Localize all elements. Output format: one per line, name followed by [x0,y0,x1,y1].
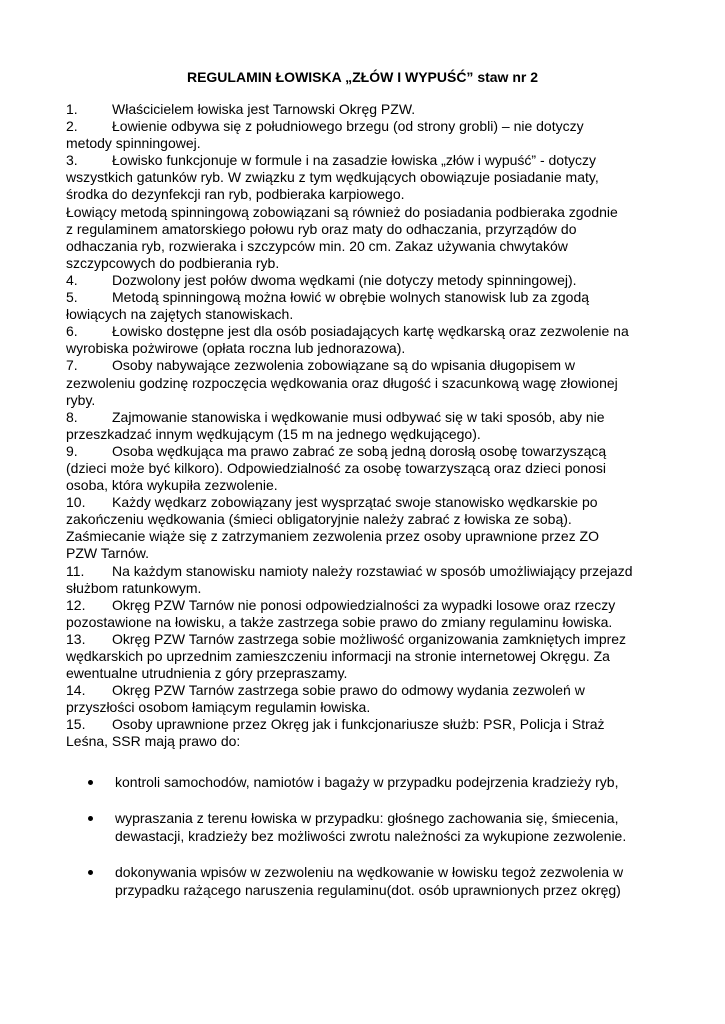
regulation-number: 13. [66,630,86,647]
regulation-line [66,494,666,511]
regulation-line [66,563,666,580]
regulation-text: metody spinningowej. [66,135,201,152]
bullet-text: dewastacji, kradzieży bez możliwości zwrotu należności za wykupione zezwolenie. [115,828,627,844]
regulation-text: wyrobiska pożwirowe (opłata roczna lub jednorazowa). [66,340,406,357]
regulation-line [66,699,666,716]
regulation-text: przeszkadzać innym wędkującym (15 m na jednego wędkującego). [66,425,481,442]
regulation-text: łowiących na zajętych stanowiskach. [66,306,294,323]
bullet-text: dokonywania wpisów w zezwoleniu na wędkowanie w łowisku tegoż zezwolenia w [115,864,624,880]
regulation-text: Dozwolony jest połów dwoma wędkami (nie dotyczy metody spinningowej). [112,271,577,288]
regulation-line [66,357,666,374]
regulation-line [66,443,666,460]
regulation-text: Właścicielem łowiska jest Tarnowski Okręg PZW. [112,101,416,117]
regulation-line [66,238,666,255]
regulation-line [66,152,666,169]
regulation-number: 8. [66,408,78,425]
regulation-text: Każdy wędkarz zobowiązany jest wysprzątać swoje stanowisko wędkarskie po [112,494,598,511]
regulation-number: 7. [66,357,78,374]
regulation-line [66,614,666,631]
regulation-text: odhaczania ryb, rozwieraka i szczypców min. 20 cm. Zakaz używania chwytaków [66,237,568,254]
regulation-text: osoba, która wykupiła zezwolenie. [66,477,278,494]
regulation-number: 10. [66,494,86,511]
regulation-text: służbom ratunkowym. [66,579,202,596]
bullet-dot-icon [88,780,93,785]
regulation-text: Łowisko dostępne jest dla osób posiadających kartę wędkarską oraz zezwolenie na [112,323,629,340]
regulation-line [66,255,666,272]
regulation-line [66,460,666,477]
regulation-line [66,375,666,392]
regulation-line [66,118,666,135]
regulation-line [66,135,666,152]
regulation-text: ewentualne utrudnienia z góry przepraszamy. [66,665,348,682]
regulation-line [66,631,666,648]
regulation-line [66,392,666,409]
regulation-text: Okręg PZW Tarnów zastrzega sobie możliwość organizowania zamkniętych imprez [112,630,627,647]
regulation-line [66,511,666,528]
bullet-dot-icon [88,816,93,821]
regulation-line [66,716,666,733]
regulation-line [66,682,666,699]
regulation-text: Łowiący metodą spinningową zobowiązani są również do posiadania podbieraka zgodnie [66,203,618,220]
regulation-line [66,221,666,238]
regulation-line [66,545,666,562]
regulation-text: wszystkich gatunków ryb. W związku z tym wędkujących obowiązuje posiadanie maty, [66,169,599,186]
regulation-line [66,186,666,203]
regulation-text: PZW Tarnów. [66,545,149,562]
regulation-text: Zajmowanie stanowiska i wędkowanie musi odbywać się w taki sposób, aby nie [112,408,605,425]
regulation-line [66,204,666,221]
regulation-line [66,733,666,750]
rights-bullet-list [84,773,674,917]
regulation-text: Leśna, SSR mają prawo do: [66,733,241,750]
regulation-line [66,597,666,614]
regulation-number: 2. [66,118,78,135]
regulation-text: Osoby nabywające zezwolenia zobowiązane są do wpisania długopisem w [112,357,576,374]
regulation-text: pozostawione na łowisku, a także zastrzega sobie prawo do zmiany regulaminu łowiska. [66,613,613,630]
regulation-text: Łowisko funkcjonuje w formule i na zasadzie łowiska „złów i wypuść” - dotyczy [112,152,596,169]
regulation-text: szczypcowych do podbierania ryb. [66,254,280,271]
regulation-line [66,306,666,323]
regulation-text: środka do dezynfekcji ran ryb, podbieraka karpiowego. [66,186,405,203]
regulation-number: 15. [66,716,86,733]
regulation-line [66,580,666,597]
regulation-text: z regulaminem amatorskiego połowu ryb oraz maty do odhaczania, przyrządów do [66,220,577,237]
regulation-text: ryby. [66,391,96,408]
regulations-list [66,101,666,751]
regulation-number: 3. [66,152,78,169]
regulation-line [66,426,666,443]
regulation-line [66,528,666,545]
regulation-text: Okręg PZW Tarnów zastrzega sobie prawo do odmowy wydania zezwoleń w [112,682,585,699]
bullet-item [84,809,674,845]
regulation-text: Łowienie odbywa się z południowego brzegu (od strony grobli) – nie dotyczy [112,118,584,135]
regulation-line [66,409,666,426]
regulation-line [66,323,666,340]
regulation-text: (dzieci może być kilkoro). Odpowiedzialność za osobę towarzyszącą oraz dzieci ponosi [66,459,607,476]
regulation-line [66,477,666,494]
bullet-item [84,773,674,791]
regulation-text: Osoba wędkująca ma prawo zabrać ze sobą jedną dorosłą osobę towarzyszącą [112,442,607,459]
regulation-text: przyszłości osobom łamiącym regulamin łowiska. [66,699,371,716]
regulation-number: 11. [66,562,85,579]
regulation-text: Na każdym stanowisku namioty należy rozstawiać w sposób umożliwiający przejazd [112,562,633,579]
bullet-text: wypraszania z terenu łowiska w przypadku: głośnego zachowania się, śmiecenia, [115,810,619,826]
bullet-dot-icon [88,870,93,875]
bullet-item [84,863,674,899]
regulation-text: Metodą spinningową można łowić w obrębie wolnych stanowisk lub za zgodą [112,289,590,306]
regulation-text: Osoby uprawnione przez Okręg jak i funkcjonariusze służb: PSR, Policja i Straż [112,716,605,733]
regulation-number: 1. [66,101,78,117]
regulation-number: 14. [66,682,86,699]
page-title: REGULAMIN ŁOWISKA „ZŁÓW I WYPUŚĆ” staw nr 2 [186,69,539,85]
regulation-line [66,340,666,357]
regulation-line [66,665,666,682]
bullet-text: kontroli samochodów, namiotów i bagaży w przypadku podejrzenia kradzieży ryb, [115,774,619,790]
regulation-line [66,272,666,289]
regulation-line [66,648,666,665]
regulation-text: zakończeniu wędkowania (śmieci obligatoryjnie należy zabrać z łowiska ze sobą). [66,511,572,528]
regulation-text: zezwoleniu godzinę rozpoczęcia wędkowania oraz długość i szacunkową wagę złowionej [66,374,618,391]
regulation-number: 12. [66,596,86,613]
regulation-number: 6. [66,323,78,340]
regulation-text: wędkarskich po uprzednim zamieszczeniu informacji na stronie internetowej Okręgu. Za [66,648,610,664]
regulation-number: 9. [66,442,78,459]
regulation-line [66,289,666,306]
regulation-line [66,169,666,186]
regulation-text: Okręg PZW Tarnów nie ponosi odpowiedzialności za wypadki losowe oraz rzeczy [112,596,616,613]
regulation-line [66,101,666,118]
regulation-text: Zaśmiecanie wiąże się z zatrzymaniem zezwolenia przez osoby uprawnione przez ZO [66,528,599,545]
regulation-number: 4. [66,271,78,288]
regulation-number: 5. [66,289,78,306]
bullet-text: przypadku rażącego naruszenia regulaminu(dot. osób uprawnionych przez okręg) [115,882,621,898]
